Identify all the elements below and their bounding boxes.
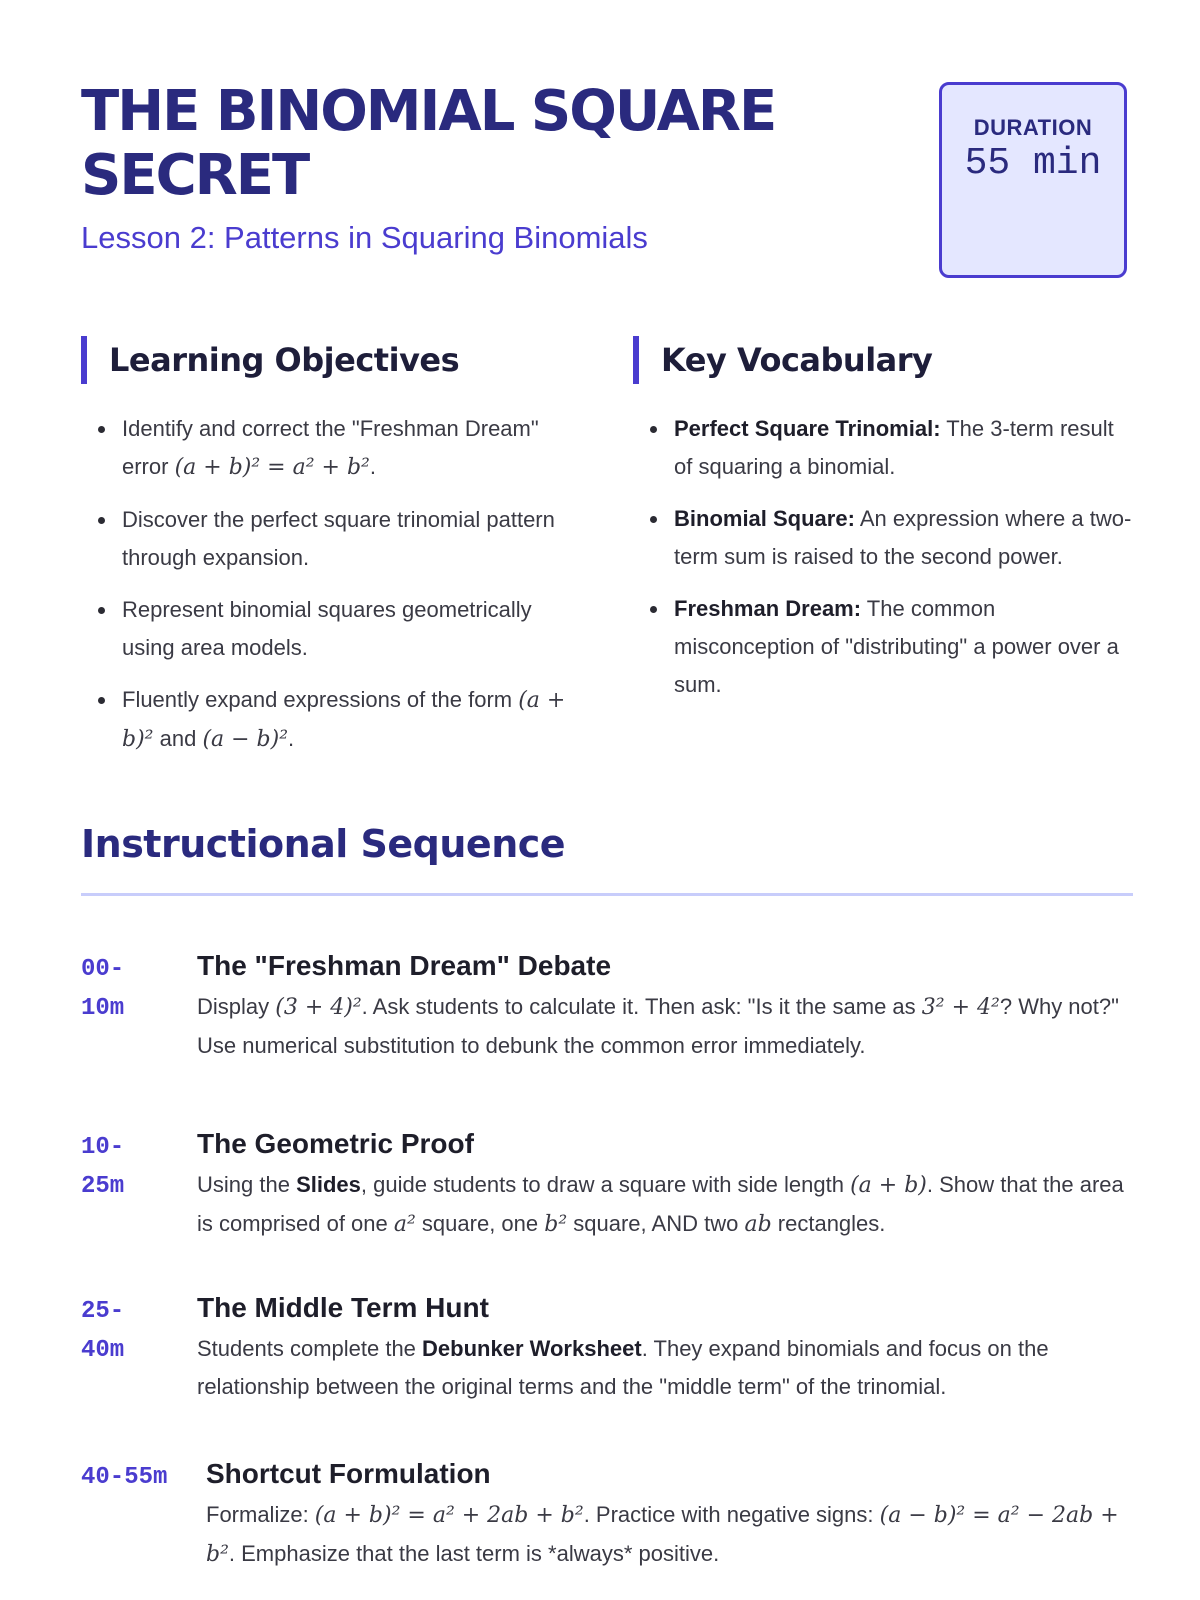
section-divider [81, 893, 1133, 896]
step-time: 40-55m [81, 1464, 168, 1491]
step-time: 10-25m [81, 1134, 125, 1200]
vocabulary-item: Perfect Square Trinomial: The 3-term result of squaring a binomial. [633, 410, 1133, 486]
vocab-term: Freshman Dream: [674, 596, 862, 621]
duration-value: 55 min [964, 142, 1102, 185]
step-title: The "Freshman Dream" Debate [197, 950, 612, 981]
vocabulary-list [633, 410, 1133, 704]
vocab-term: Perfect Square Trinomial: [674, 416, 941, 441]
step-description: Display (3 + 4)². Ask students to calculate it. Then ask: "Is it the same as 3² + 4²? Why not?" Use numerical substitution to debunk the common error immediately. [197, 994, 1119, 1058]
step-body [197, 944, 1133, 1065]
objective-item: Represent binomial squares geometrically using area models. [81, 591, 581, 667]
objectives-list [81, 410, 581, 759]
step-title: The Geometric Proof [197, 1128, 474, 1159]
vocabulary-item: Freshman Dream: The common misconception of "distributing" a power over a sum. [633, 590, 1133, 704]
objective-item: Discover the perfect square trinomial pattern through expansion. [81, 501, 581, 577]
vocabulary-heading: Key Vocabulary [633, 336, 1133, 384]
objectives-heading: Learning Objectives [81, 336, 581, 384]
lesson-subtitle: Lesson 2: Patterns in Squaring Binomials [81, 220, 648, 255]
step-title: The Middle Term Hunt [197, 1292, 489, 1323]
step-title: Shortcut Formulation [206, 1458, 491, 1489]
step-body [197, 1122, 1133, 1244]
vocabulary-item: Binomial Square: An expression where a two-term sum is raised to the second power. [633, 500, 1133, 576]
duration-label: DURATION [973, 115, 1093, 140]
step-description: Using the Slides, guide students to draw a square with side length (a + b). Show that the area is comprised of one a² square, one b² square, AND two ab rectangles. [197, 1172, 1124, 1237]
learning-objectives-section [81, 336, 581, 773]
math-expression: (a − b)² [202, 727, 289, 752]
math-expression: (a + b)² [122, 688, 566, 752]
step-time: 00-10m [81, 956, 125, 1022]
step-description: Students complete the Debunker Worksheet. They expand binomials and focus on the relationship between the original terms and the "middle term" of the trinomial. [197, 1336, 1049, 1399]
step-description: Formalize: (a + b)² = a² + 2ab + b². Practice with negative signs: (a − b)² = a² − 2ab + b². Emphasize that the last term is *always* positive. [206, 1502, 1119, 1567]
key-vocabulary-section [633, 336, 1133, 718]
step-time: 25-40m [81, 1298, 125, 1364]
objective-item: Identify and correct the "Freshman Dream" error (a + b)² = a² + b². [81, 410, 581, 487]
math-expression: (a + b)² = a² + b² [174, 455, 370, 480]
step-body [206, 1452, 1133, 1574]
duration-badge [939, 82, 1127, 278]
step-body [197, 1286, 1133, 1406]
page-title: THE BINOMIAL SQUARE SECRET [81, 79, 776, 208]
sequence-heading: Instructional Sequence [81, 822, 566, 866]
objective-item: Fluently expand expressions of the form (a + b)² and (a − b)². [81, 681, 581, 759]
vocab-term: Binomial Square: [674, 506, 855, 531]
